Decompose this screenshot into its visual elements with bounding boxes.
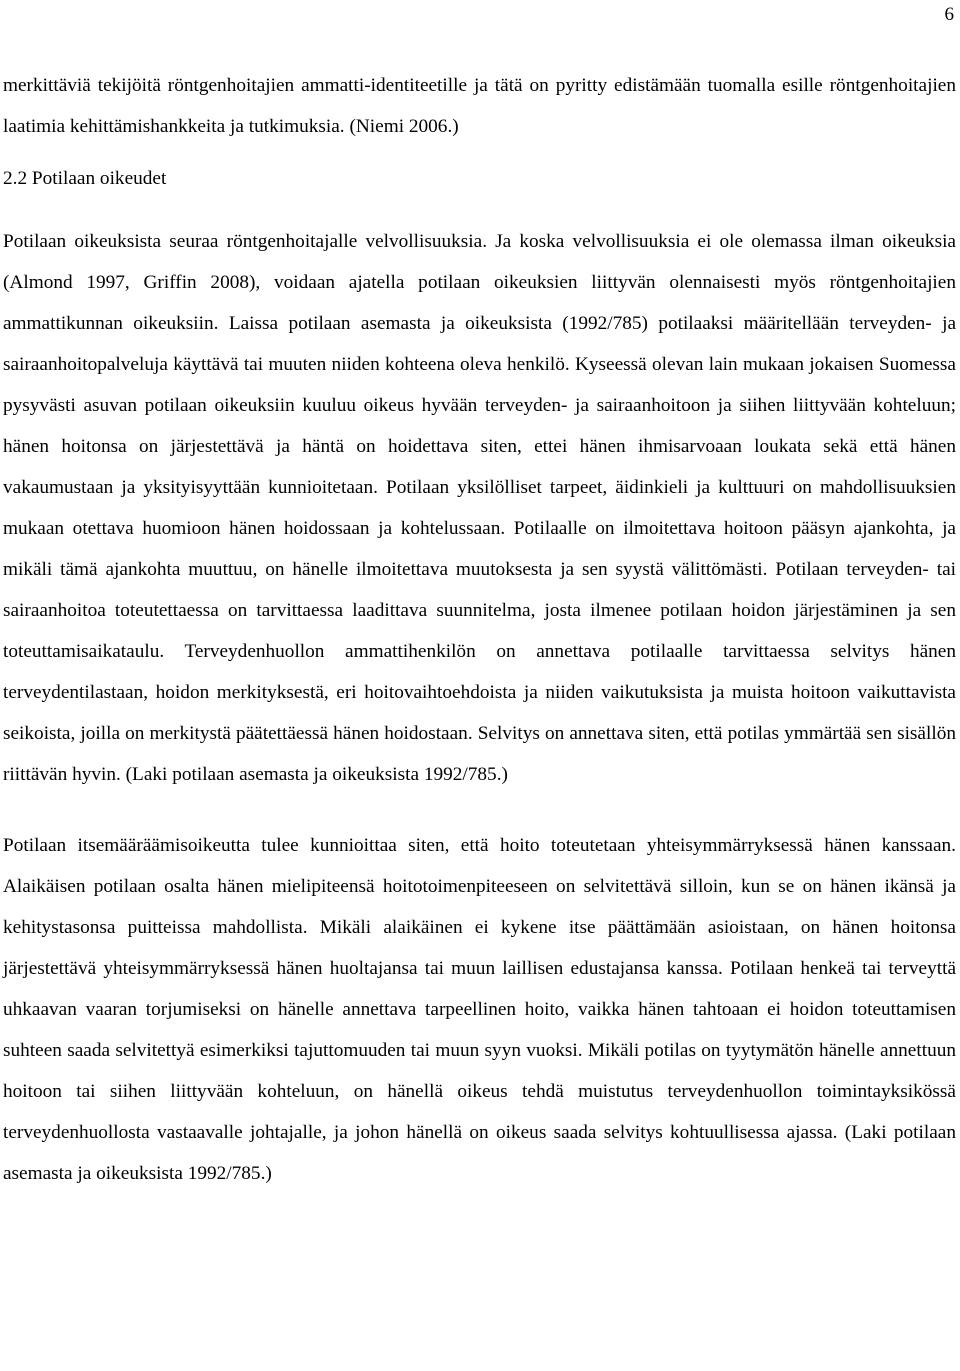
paragraph-self-determination: Potilaan itsemääräämisoikeutta tulee kunnioittaa siten, että hoito toteutetaan yhteisymmärryksessä hänen kanssaan. Alaikäisen potilaan osalta hänen mielipiteensä hoitotoimenpiteeseen on selvitettävä silloin, kun se on hänen ikänsä ja kehitystasonsa puitteissa mahdollista. Mikäli alaikäinen ei kykene itse päättämään asioistaan, on hänen hoitonsa järjestettävä yhteisymmärryksessä hänen huoltajansa tai muun laillisen edustajansa kanssa. Potilaan henkeä tai terveyttä uhkaavan vaaran torjumiseksi on hänelle annettava tarpeellinen hoito, vaikka hänen tahtoaan ei hoidon toteuttamisen suhteen saada selvitettyä esimerkiksi tajuttomuuden tai muun syyn vuoksi. Mikäli potilas on tyytymätön hänelle annettuun hoitoon tai siihen liittyvään kohteluun, on hänellä oikeus tehdä muistutus terveydenhuollon toimintayksikössä terveydenhuollosta vastaavalle johtajalle, ja johon hänellä on oikeus saada selvitys kohtuullisessa ajassa. (Laki potilaan asemasta ja oikeuksista 1992/785.): [3, 835, 956, 1184]
intro-paragraph: merkittäviä tekijöitä röntgenhoitajien ammatti-identiteetille ja tätä on pyritty edistämään tuomalla esille röntgenhoitajien laatimia kehittämishankkeita ja tutkimuksia. (Niemi 2006.): [3, 75, 956, 137]
page-number: 6: [944, 4, 954, 25]
document-body: [3, 65, 956, 1194]
paragraph-patient-rights: Potilaan oikeuksista seuraa röntgenhoitajalle velvollisuuksia. Ja koska velvollisuuksia ei ole olemassa ilman oikeuksia (Almond 1997, Griffin 2008), voidaan ajatella potilaan oikeuksien liittyvän olennaisesti myös röntgenhoitajien ammattikunnan oikeuksiin. Laissa potilaan asemasta ja oikeuksista (1992/785) potilaaksi määritellään terveyden- ja sairaanhoitopalveluja käyttävä tai muuten niiden kohteena oleva henkilö. Kyseessä olevan lain mukaan jokaisen Suomessa pysyvästi asuvan potilaan oikeuksiin kuuluu oikeus hyvään terveyden- ja sairaanhoitoon ja siihen liittyvään kohteluun; hänen hoitonsa on järjestettävä ja häntä on hoidettava siten, ettei hänen ihmisarvoaan loukata sekä että hänen vakaumustaan ja yksityisyyttään kunnioitetaan. Potilaan yksilölliset tarpeet, äidinkieli ja kulttuuri on mahdollisuuksien mukaan otettava huomioon hänen hoidossaan ja kohtelussaan. Potilaalle on ilmoitettava hoitoon pääsyn ajankohta, ja mikäli tämä ajankohta muuttuu, on hänelle ilmoitettava muutoksesta ja sen syystä välittömästi. Potilaan terveyden- tai sairaanhoitoa toteutettaessa on tarvittaessa laadittava suunnitelma, josta ilmenee potilaan hoidon järjestäminen ja sen toteuttamisaikataulu. Terveydenhuollon ammattihenkilön on annettava potilaalle tarvittaessa selvitys hänen terveydentilastaan, hoidon merkityksestä, eri hoitovaihtoehdoista ja niiden vaikutuksista ja muista hoitoon vaikuttavista seikoista, joilla on merkitystä päätettäessä hänen hoidostaan. Selvitys on annettava siten, että potilas ymmärtää sen sisällön riittävän hyvin. (Laki potilaan asemasta ja oikeuksista 1992/785.): [3, 231, 956, 785]
section-heading: 2.2 Potilaan oikeudet: [3, 168, 167, 189]
